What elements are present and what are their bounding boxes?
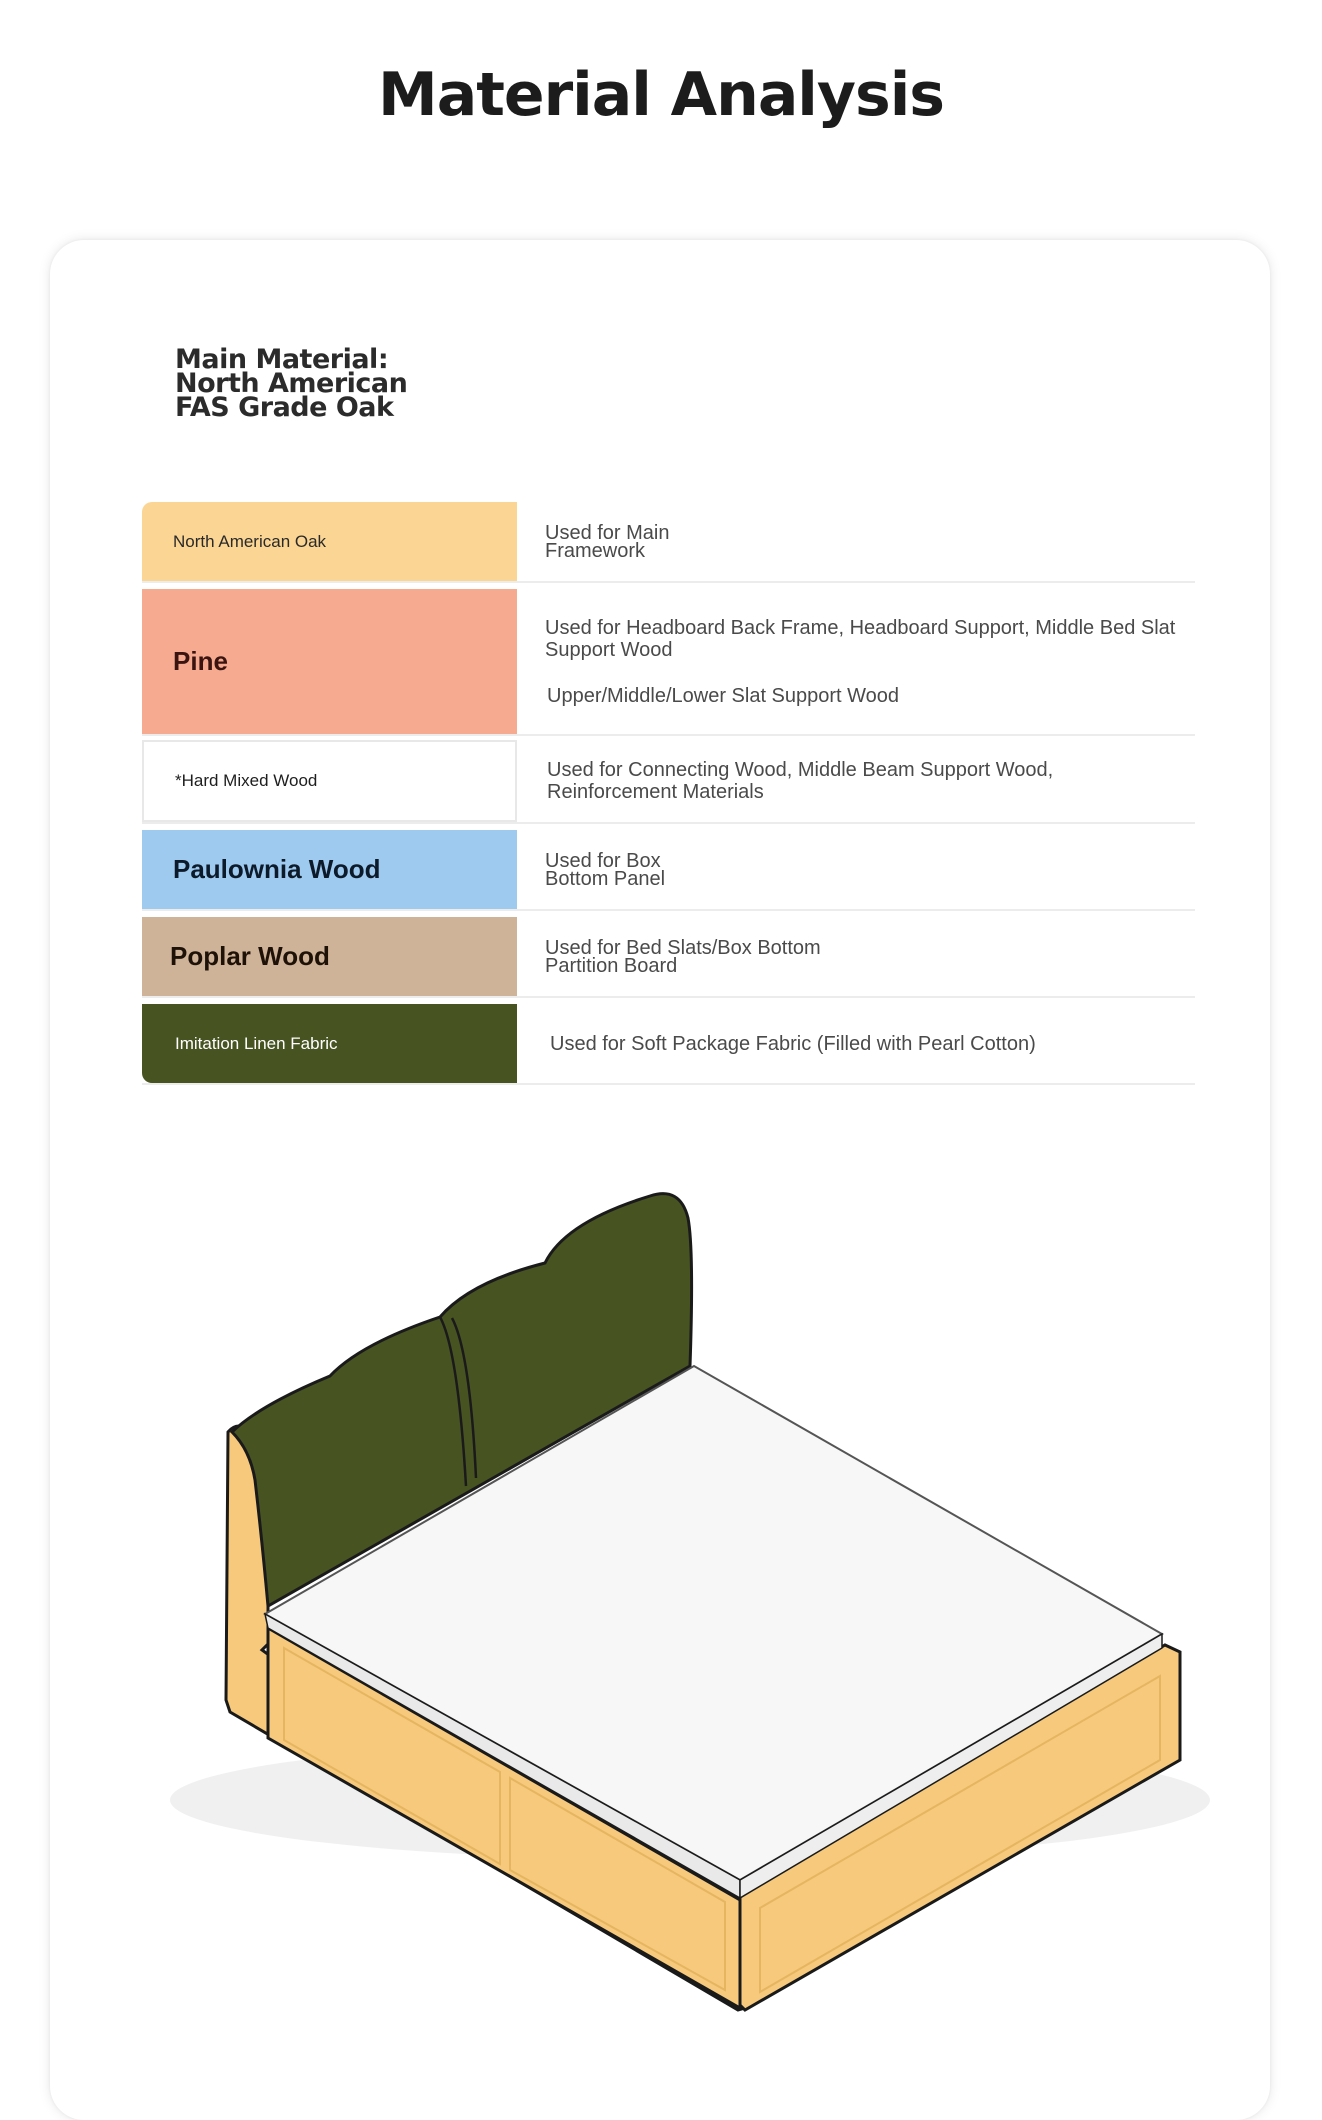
description-line: Partition Board [545, 954, 678, 977]
material-name: Imitation Linen Fabric [175, 1033, 338, 1053]
material-name: Paulownia Wood [173, 854, 381, 884]
description-line: Used for Soft Package Fabric (Filled with Pearl Cotton) [550, 1032, 1036, 1055]
description-line: Used for Bed Slats/Box Bottom [545, 936, 821, 959]
description-line: Bottom Panel [545, 867, 666, 890]
main-material-line: Main Material: [175, 344, 389, 375]
description-line: Used for Main [545, 521, 670, 544]
description-line: Used for Headboard Back Frame, Headboard Support, Middle Bed Slat [545, 616, 1176, 639]
material-name: *Hard Mixed Wood [175, 771, 318, 790]
main-material-line: North American [175, 368, 408, 399]
description-line: Reinforcement Materials [547, 781, 764, 803]
description-line: Framework [545, 539, 646, 562]
page-title: Material Analysis [378, 60, 944, 130]
material-name: North American Oak [173, 531, 327, 551]
material-name: Poplar Wood [170, 941, 330, 971]
main-material-line: FAS Grade Oak [175, 392, 394, 423]
description-line: Support Wood [545, 638, 673, 661]
description-line: Upper/Middle/Lower Slat Support Wood [547, 684, 900, 707]
description-line: Used for Connecting Wood, Middle Beam Support Wood, [547, 759, 1054, 781]
material-name: Pine [173, 646, 228, 676]
description-line: Used for Box [545, 849, 661, 872]
